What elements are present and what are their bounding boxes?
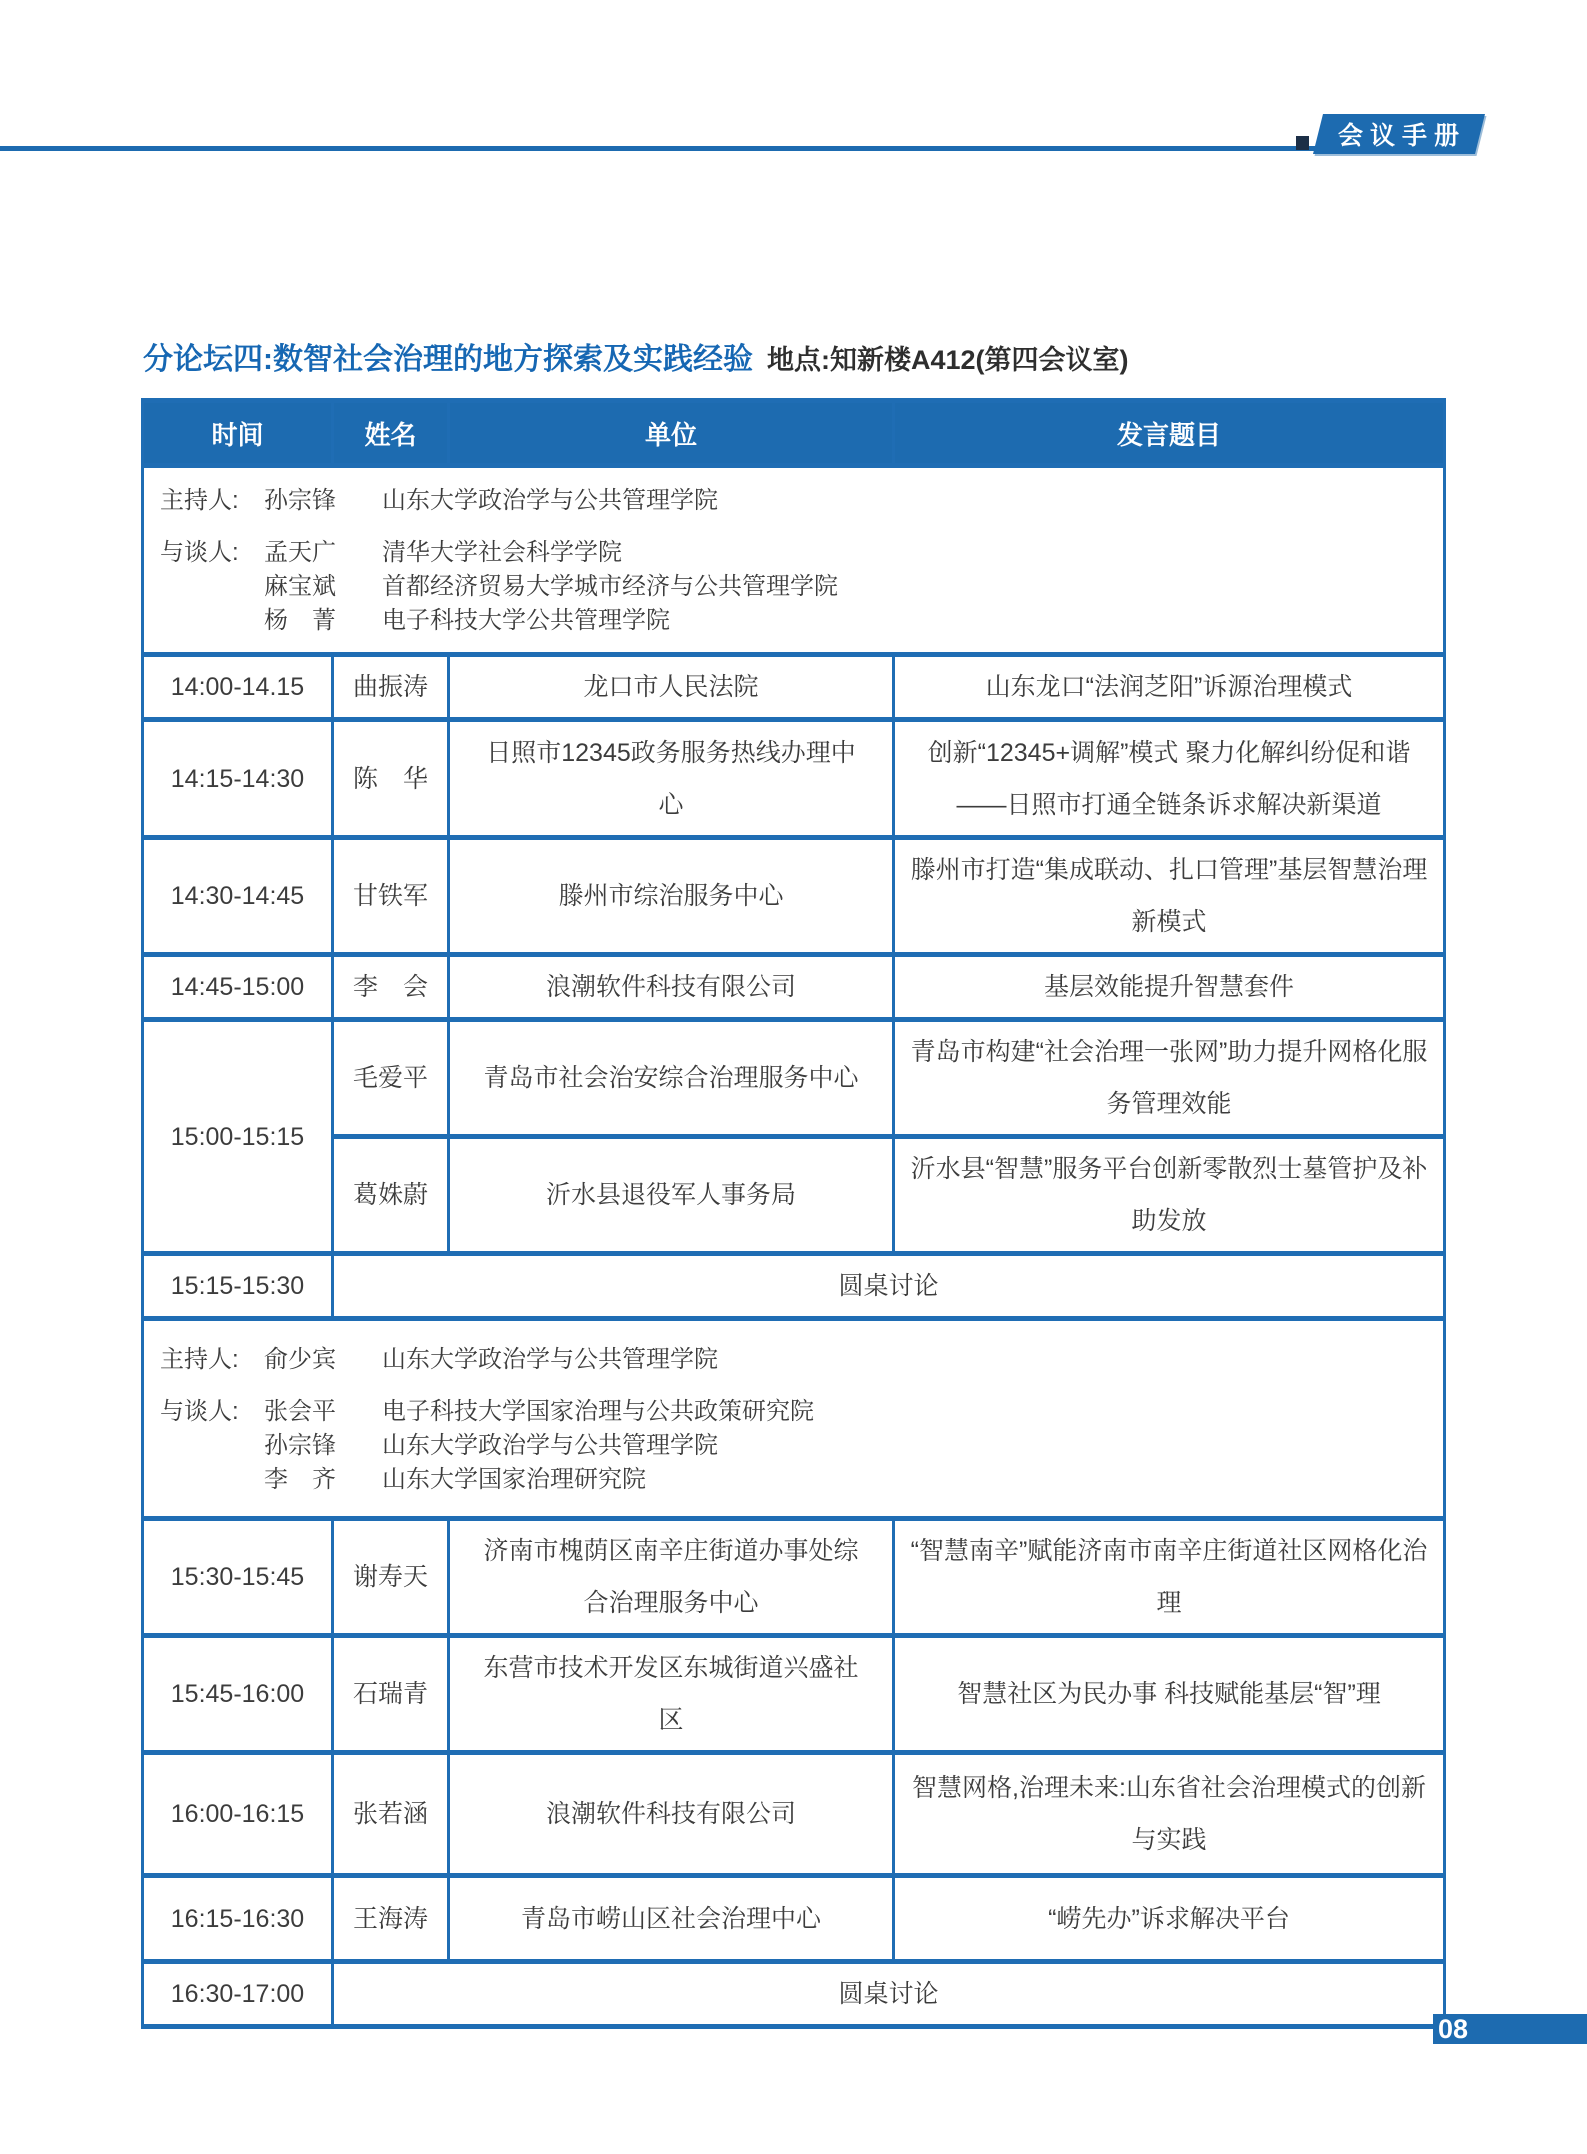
person-org: 山东大学政治学与公共管理学院 — [382, 1345, 718, 1373]
person-name: 杨 菁 — [264, 607, 336, 634]
schedule-table — [141, 398, 1446, 2029]
session1-panel-row — [143, 466, 1445, 655]
table-row — [143, 1636, 1445, 1753]
topic-cell: 基层效能提升智慧套件 — [894, 955, 1445, 1020]
org-cell: 龙口市人民法院 — [449, 655, 894, 720]
org-cell: 浪潮软件科技有限公司 — [449, 1753, 894, 1876]
name-cell: 陈 华 — [333, 720, 449, 838]
table-row — [143, 1137, 1445, 1254]
topic-cell: 滕州市打造“集成联动、扎口管理”基层智慧治理新模式 — [894, 838, 1445, 955]
roundtable-cell: 圆桌讨论 — [333, 1962, 1445, 2027]
topic-cell: 创新“12345+调解”模式 聚力化解纠纷促和谐——日照市打通全链条诉求解决新渠道 — [894, 720, 1445, 838]
time-cell: 15:15-15:30 — [143, 1254, 333, 1319]
topic-cell: 智慧网格,治理未来:山东省社会治理模式的创新与实践 — [894, 1753, 1445, 1876]
forum-title: 分论坛四:数智社会治理的地方探索及实践经验 — [143, 343, 753, 376]
person-name: 孙宗锋 — [264, 487, 336, 514]
role-label: 与谈人: — [160, 1397, 239, 1425]
org-cell: 青岛市崂山区社会治理中心 — [449, 1876, 894, 1962]
name-cell: 张若涵 — [333, 1753, 449, 1876]
person-org: 山东大学国家治理研究院 — [382, 1465, 646, 1493]
person-org: 电子科技大学公共管理学院 — [382, 607, 670, 634]
page-number-bar — [1433, 2014, 1587, 2044]
roundtable-row — [143, 1962, 1445, 2027]
time-cell: 15:30-15:45 — [143, 1519, 333, 1636]
topic-cell: 沂水县“智慧”服务平台创新零散烈士墓管护及补助发放 — [894, 1137, 1445, 1254]
manual-badge-label: 会议手册 — [1338, 122, 1467, 150]
org-cell: 浪潮软件科技有限公司 — [449, 955, 894, 1020]
topic-cell: 山东龙口“法润芝阳”诉源治理模式 — [894, 655, 1445, 720]
roundtable-cell: 圆桌讨论 — [333, 1254, 1445, 1319]
page-number: 08 — [1438, 2013, 1469, 2044]
person-name: 张会平 — [264, 1397, 336, 1425]
column-header-org: 单位 — [449, 401, 894, 466]
panel-line — [160, 536, 1425, 570]
person-org: 电子科技大学国家治理与公共政策研究院 — [382, 1397, 814, 1425]
name-cell: 王海涛 — [333, 1876, 449, 1962]
table-row — [143, 1753, 1445, 1876]
table-row — [143, 655, 1445, 720]
time-cell: 14:00-14.15 — [143, 655, 333, 720]
person-name: 麻宝斌 — [264, 573, 336, 600]
session2-panel-row — [143, 1319, 1445, 1519]
header-rule-endcap — [1296, 136, 1309, 150]
role-label: 主持人: — [160, 487, 239, 514]
panel-line — [160, 570, 1425, 604]
topic-cell: 青岛市构建“社会治理一张网”助力提升网格化服务管理效能 — [894, 1020, 1445, 1137]
column-header-topic: 发言题目 — [894, 401, 1445, 466]
org-cell: 滕州市综治服务中心 — [449, 838, 894, 955]
name-cell: 曲振涛 — [333, 655, 449, 720]
header-rule — [0, 146, 1322, 151]
page-title — [143, 334, 1129, 378]
person-org: 山东大学政治学与公共管理学院 — [382, 487, 718, 514]
topic-cell: “崂先办”诉求解决平台 — [894, 1876, 1445, 1962]
time-cell: 14:15-14:30 — [143, 720, 333, 838]
name-cell: 石瑞青 — [333, 1636, 449, 1753]
panel-line — [160, 604, 1425, 638]
org-cell: 日照市12345政务服务热线办理中心 — [449, 720, 894, 838]
table-row — [143, 1876, 1445, 1962]
time-cell: 15:00-15:15 — [143, 1020, 333, 1254]
panel-line — [160, 1463, 1425, 1497]
column-header-name: 姓名 — [333, 401, 449, 466]
time-cell: 16:15-16:30 — [143, 1876, 333, 1962]
time-cell: 14:45-15:00 — [143, 955, 333, 1020]
topic-cell: “智慧南辛”赋能济南市南辛庄街道社区网格化治理 — [894, 1519, 1445, 1636]
org-cell: 沂水县退役军人事务局 — [449, 1137, 894, 1254]
table-row — [143, 1519, 1445, 1636]
manual-badge — [1313, 114, 1485, 154]
person-org: 清华大学社会科学学院 — [382, 539, 622, 566]
role-label: 主持人: — [160, 1345, 239, 1373]
person-org: 山东大学政治学与公共管理学院 — [382, 1431, 718, 1459]
role-label: 与谈人: — [160, 539, 239, 566]
session2-panel — [143, 1319, 1445, 1519]
time-cell: 16:30-17:00 — [143, 1962, 333, 2027]
panel-line — [160, 1429, 1425, 1463]
org-cell: 青岛市社会治安综合治理服务中心 — [449, 1020, 894, 1137]
panel-line — [160, 484, 1425, 518]
person-name: 孟天广 — [264, 539, 336, 566]
session1-panel — [143, 466, 1445, 655]
org-cell: 东营市技术开发区东城街道兴盛社区 — [449, 1636, 894, 1753]
forum-location: 地点:知新楼A412(第四会议室) — [767, 345, 1129, 375]
org-cell: 济南市槐荫区南辛庄街道办事处综合治理服务中心 — [449, 1519, 894, 1636]
name-cell: 毛爱平 — [333, 1020, 449, 1137]
table-row — [143, 1020, 1445, 1137]
time-cell: 16:00-16:15 — [143, 1753, 333, 1876]
name-cell: 谢寿天 — [333, 1519, 449, 1636]
panel-line — [160, 1395, 1425, 1429]
person-name: 李 齐 — [264, 1465, 336, 1493]
person-name: 孙宗锋 — [264, 1431, 336, 1459]
time-cell: 14:30-14:45 — [143, 838, 333, 955]
name-cell: 葛姝蔚 — [333, 1137, 449, 1254]
table-row — [143, 838, 1445, 955]
name-cell: 甘铁军 — [333, 838, 449, 955]
topic-cell: 智慧社区为民办事 科技赋能基层“智”理 — [894, 1636, 1445, 1753]
column-header-time: 时间 — [143, 401, 333, 466]
time-cell: 15:45-16:00 — [143, 1636, 333, 1753]
roundtable-row — [143, 1254, 1445, 1319]
person-name: 俞少宾 — [264, 1345, 336, 1373]
table-row — [143, 720, 1445, 838]
table-row — [143, 955, 1445, 1020]
name-cell: 李 会 — [333, 955, 449, 1020]
panel-line — [160, 1343, 1425, 1377]
table-header-row — [143, 401, 1445, 466]
person-org: 首都经济贸易大学城市经济与公共管理学院 — [382, 573, 838, 600]
